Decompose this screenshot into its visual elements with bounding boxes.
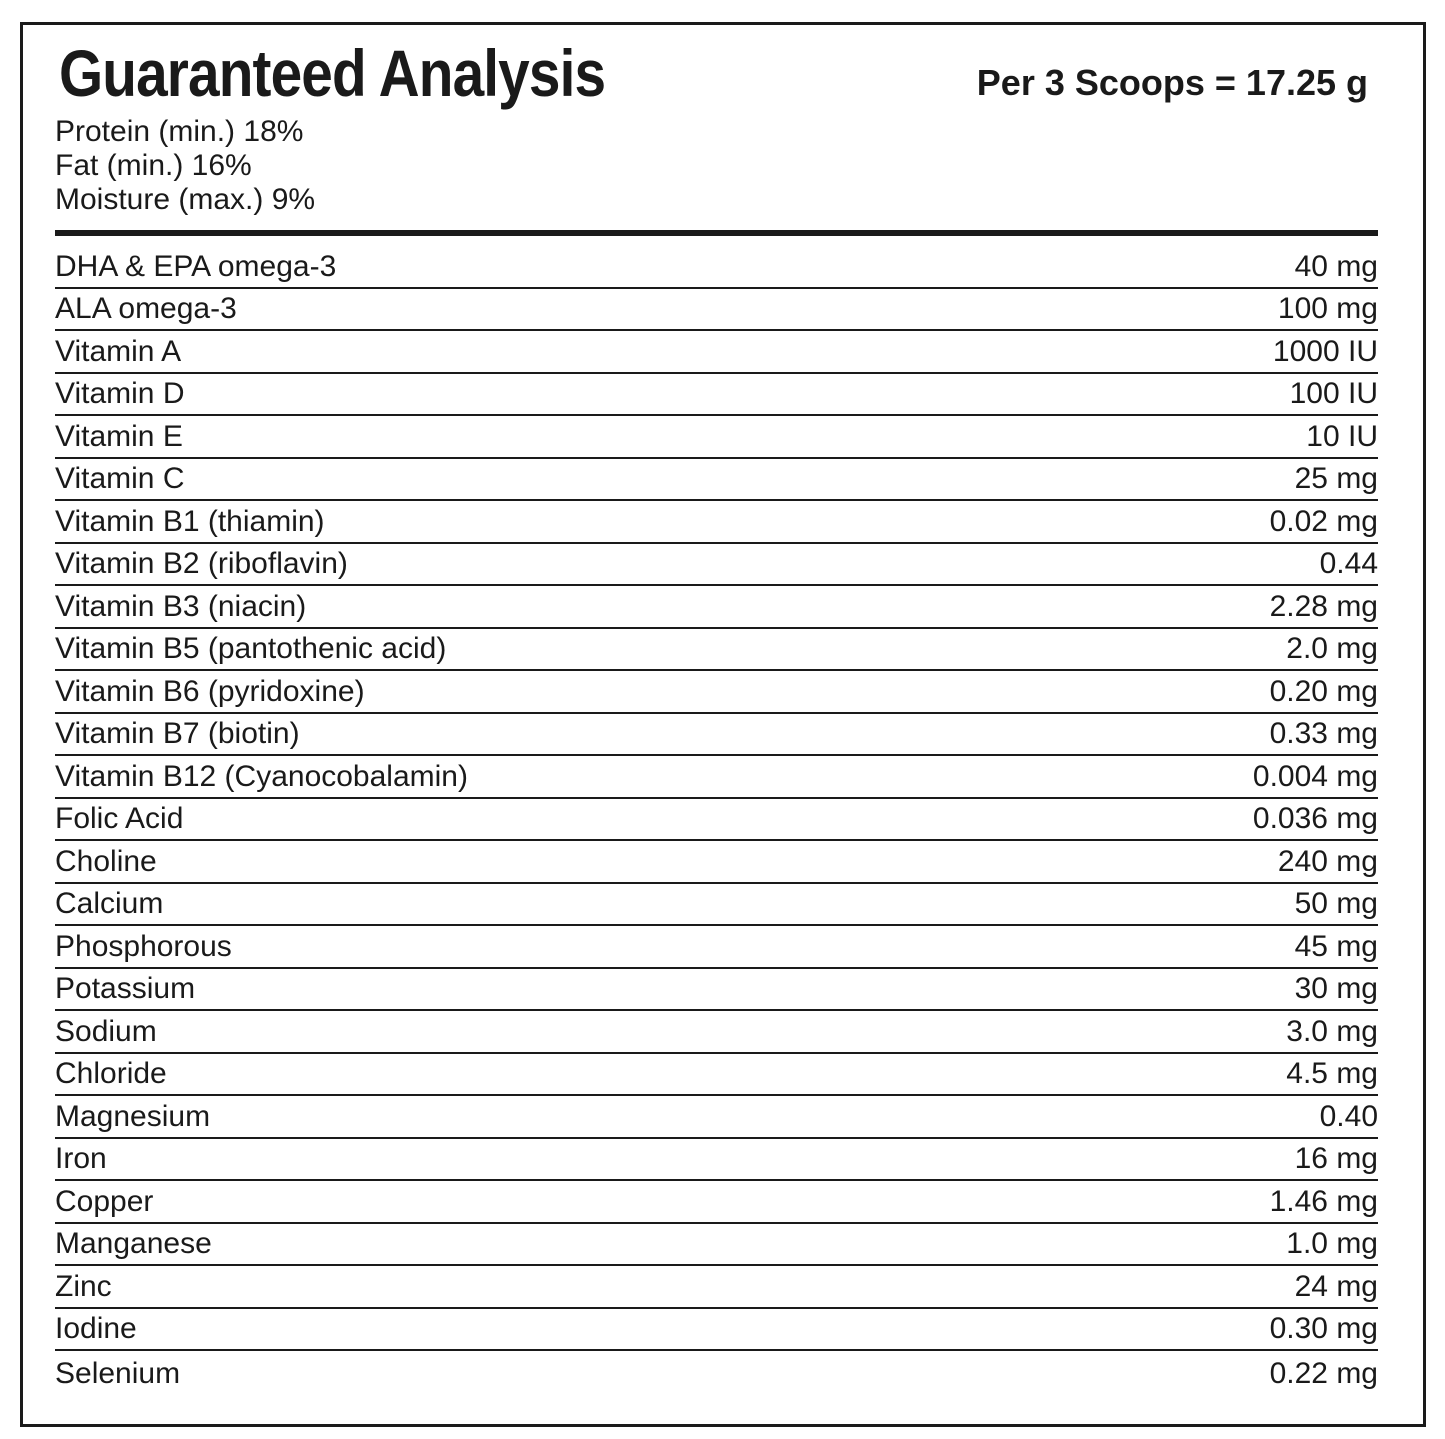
- nutrient-amount: 50 mg: [1294, 887, 1378, 920]
- nutrient-amount: 0.036 mg: [1252, 802, 1378, 835]
- table-row: [55, 969, 1378, 1012]
- nutrient-amount: 24 mg: [1294, 1269, 1378, 1303]
- table-row: [55, 501, 1378, 544]
- nutrient-amount: 1.0 mg: [1286, 1227, 1378, 1260]
- fat-line: Fat (min.) 16%: [55, 149, 252, 182]
- table-row: [55, 459, 1378, 502]
- nutrient-amount: 1.46 mg: [1269, 1184, 1378, 1218]
- table-row: [55, 1181, 1378, 1224]
- table-row: [55, 1011, 1378, 1054]
- nutrient-amount: 3.0 mg: [1286, 1014, 1378, 1048]
- table-row: [55, 841, 1378, 884]
- nutrient-name: ALA omega-3: [55, 292, 237, 325]
- nutrient-amount: 10 IU: [1306, 419, 1378, 453]
- nutrient-name: Vitamin B7 (biotin): [55, 717, 300, 750]
- table-row: [55, 714, 1378, 757]
- table-row: [55, 629, 1378, 672]
- nutrient-amount: 16 mg: [1294, 1142, 1378, 1175]
- table-row: [55, 1224, 1378, 1267]
- table-row: [55, 1266, 1378, 1309]
- guaranteed-analysis-panel: [20, 22, 1426, 1427]
- nutrient-name: Vitamin B2 (riboflavin): [55, 547, 348, 580]
- table-row: [55, 926, 1378, 969]
- nutrient-amount: 30 mg: [1294, 972, 1378, 1005]
- nutrient-amount: 0.02 mg: [1269, 504, 1378, 538]
- nutrient-amount: 4.5 mg: [1286, 1057, 1378, 1090]
- nutrient-name: Folic Acid: [55, 802, 184, 835]
- nutrient-name: Selenium: [55, 1356, 181, 1390]
- table-row: [55, 1139, 1378, 1182]
- nutrient-name: Zinc: [55, 1269, 112, 1303]
- nutrient-amount: 0.22 mg: [1269, 1356, 1378, 1390]
- nutrient-table: [55, 246, 1378, 1394]
- table-row: [55, 246, 1378, 289]
- protein-line: Protein (min.) 18%: [55, 115, 304, 148]
- table-row: [55, 1351, 1378, 1394]
- nutrient-amount: 0.33 mg: [1269, 717, 1378, 750]
- nutrient-name: Sodium: [55, 1014, 157, 1048]
- nutrient-amount: 0.20 mg: [1269, 674, 1378, 708]
- table-row: [55, 416, 1378, 459]
- table-row: [55, 331, 1378, 374]
- nutrient-amount: 100 IU: [1289, 377, 1378, 410]
- nutrient-name: Vitamin B5 (pantothenic acid): [55, 632, 447, 665]
- nutrient-amount: 0.44: [1319, 547, 1378, 580]
- nutrient-name: Vitamin E: [55, 419, 183, 453]
- nutrient-name: Potassium: [55, 972, 196, 1005]
- guaranteed-analysis-list: [55, 115, 315, 217]
- moisture-line: Moisture (max.) 9%: [55, 183, 316, 216]
- table-row: [55, 756, 1378, 799]
- section-divider: [55, 230, 1378, 236]
- nutrient-amount: 2.0 mg: [1286, 632, 1378, 665]
- nutrient-name: Phosphorous: [55, 929, 232, 963]
- table-row: [55, 586, 1378, 629]
- nutrient-amount: 1000 IU: [1272, 334, 1378, 368]
- table-row: [55, 799, 1378, 842]
- nutrient-amount: 0.30 mg: [1269, 1312, 1378, 1345]
- nutrient-name: Magnesium: [55, 1099, 211, 1133]
- table-row: [55, 374, 1378, 417]
- nutrient-name: Vitamin B1 (thiamin): [55, 504, 325, 538]
- table-row: [55, 1309, 1378, 1352]
- panel-title: Guaranteed Analysis: [59, 36, 606, 110]
- nutrient-name: Vitamin C: [55, 462, 185, 495]
- table-row: [55, 544, 1378, 587]
- nutrient-name: Manganese: [55, 1227, 212, 1260]
- nutrient-amount: 25 mg: [1294, 462, 1378, 495]
- nutrient-name: Vitamin B3 (niacin): [55, 589, 307, 623]
- nutrient-amount: 240 mg: [1277, 844, 1378, 878]
- table-row: [55, 289, 1378, 332]
- nutrient-name: Vitamin B6 (pyridoxine): [55, 674, 365, 708]
- nutrient-name: Vitamin B12 (Cyanocobalamin): [55, 759, 468, 793]
- nutrient-name: Chloride: [55, 1057, 167, 1090]
- nutrient-amount: 100 mg: [1277, 292, 1378, 325]
- table-row: [55, 1096, 1378, 1139]
- nutrient-name: Iodine: [55, 1312, 137, 1345]
- table-row: [55, 671, 1378, 714]
- table-row: [55, 884, 1378, 927]
- nutrient-name: Choline: [55, 844, 157, 878]
- nutrient-amount: 45 mg: [1294, 929, 1378, 963]
- nutrient-amount: 40 mg: [1294, 249, 1378, 283]
- nutrient-name: Iron: [55, 1142, 107, 1175]
- nutrient-name: DHA & EPA omega-3: [55, 249, 337, 283]
- nutrient-amount: 0.40: [1319, 1099, 1378, 1133]
- nutrient-name: Vitamin A: [55, 334, 182, 368]
- serving-size: Per 3 Scoops = 17.25 g: [976, 62, 1368, 103]
- nutrient-name: Calcium: [55, 887, 164, 920]
- nutrient-name: Vitamin D: [55, 377, 185, 410]
- table-row: [55, 1054, 1378, 1097]
- nutrient-amount: 2.28 mg: [1269, 589, 1378, 623]
- nutrient-amount: 0.004 mg: [1252, 759, 1378, 793]
- nutrient-name: Copper: [55, 1184, 154, 1218]
